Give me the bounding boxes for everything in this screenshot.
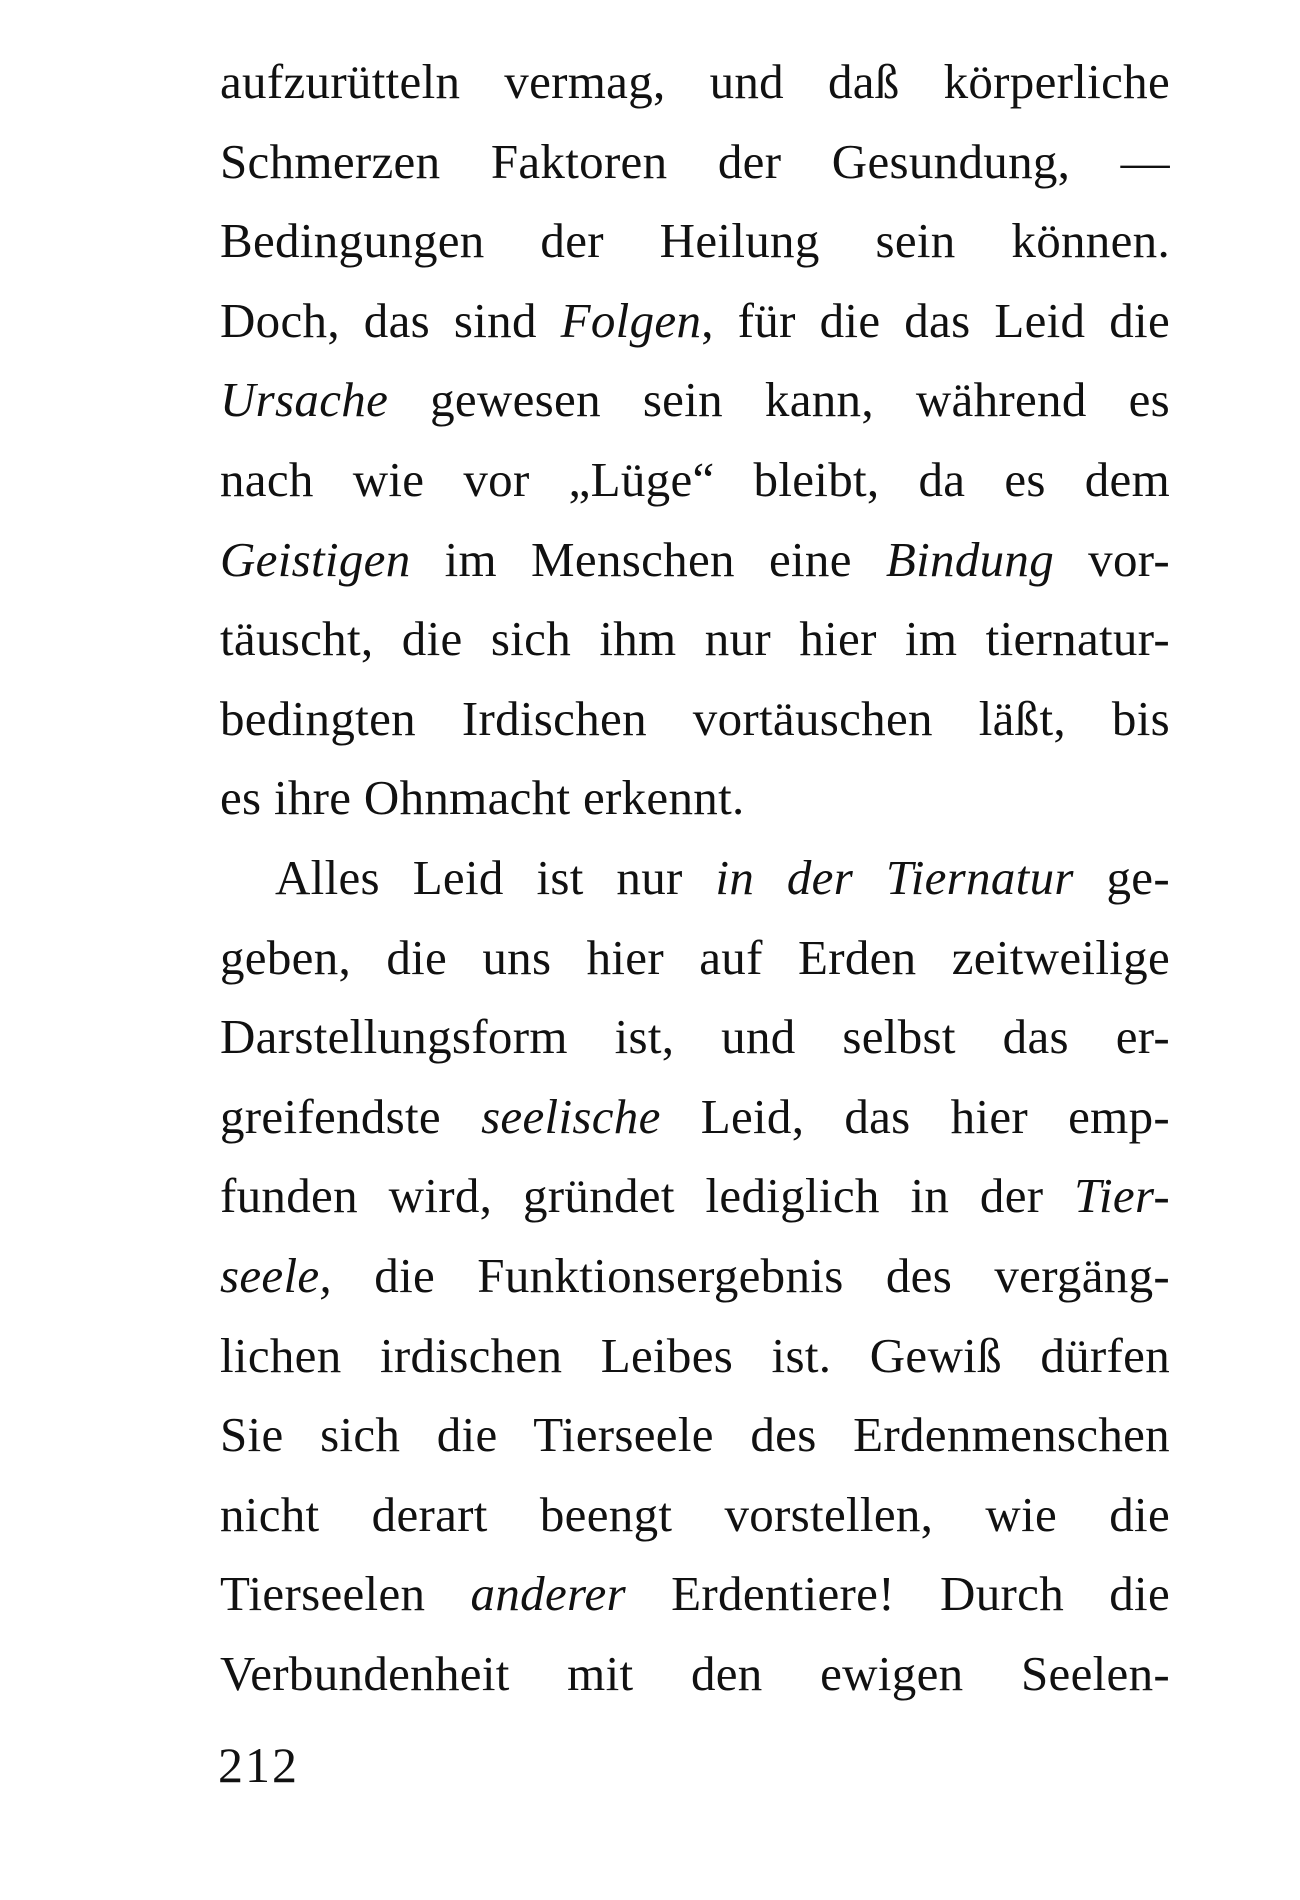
text-line [220,201,1170,281]
text-line [220,997,1170,1077]
text-run: Bedingungen der Heilung sein können. [220,213,1170,269]
text-line [220,838,1170,918]
italic-emphasis: Ursache [220,372,389,428]
text-run: täuscht, die sich ihm nur hier im tiernatur- [220,611,1170,667]
text-line [220,1156,1170,1236]
text-run: bedingten Irdischen vortäuschen läßt, bis [220,690,1170,746]
text-line [220,122,1170,202]
text-run: Leid, das hier emp- [660,1088,1170,1144]
italic-emphasis: Bindung [885,531,1055,587]
text-run: aufzurütteln vermag, und daß körperliche [220,54,1170,109]
text-run: Verbundenheit mit den ewigen Seelen- [220,1645,1170,1701]
text-run: es ihre Ohnmacht erkennt. [220,770,745,826]
italic-emphasis: seele, [220,1247,332,1303]
text-line [220,758,1170,838]
italic-emphasis: Tier- [1074,1168,1170,1224]
text-run: vor- [1054,531,1170,587]
text-run: geben, die uns hier auf Erden zeitweilige [220,929,1170,985]
text-line [220,42,1170,122]
paragraph [220,838,1170,1714]
text-run: Schmerzen Faktoren der Gesundung, — [220,133,1170,189]
text-line [220,1077,1170,1157]
text-run: nach wie vor „Lüge“ bleibt, da es dem [220,451,1170,507]
text-line [220,918,1170,998]
italic-emphasis: anderer [470,1566,626,1622]
text-run: im Menschen eine [410,531,886,587]
text-line [220,1475,1170,1555]
text-line [220,599,1170,679]
paragraph [220,42,1170,838]
text-run: Doch, das sind [220,292,561,348]
italic-emphasis: Geistigen [220,531,411,587]
italic-emphasis: in der Tiernatur [715,849,1074,905]
text-run: Alles Leid ist nur [275,849,716,905]
page-number: 212 [218,1737,299,1793]
text-line [220,1395,1170,1475]
text-run: Darstellungsform ist, und selbst das er- [220,1009,1170,1065]
text-run: , für die das Leid die [701,292,1170,348]
text-line [220,1316,1170,1396]
text-line [220,440,1170,520]
text-line [220,679,1170,759]
text-run: funden wird, gründet lediglich in der [220,1168,1075,1224]
text-run: ge- [1073,849,1170,905]
italic-emphasis: Folgen [560,292,702,348]
text-run: Sie sich die Tierseele des Erdenmenschen [220,1407,1170,1463]
text-run: nicht derart beengt vorstellen, wie die [220,1486,1170,1542]
text-line [220,1554,1170,1634]
text-run: Tierseelen [220,1566,471,1622]
text-run: Erdentiere! Durch die [625,1566,1170,1622]
text-line [220,520,1170,600]
text-line [220,281,1170,361]
text-line [220,1634,1170,1714]
text-run: greifendste [220,1088,482,1144]
text-line [220,1236,1170,1316]
text-run: lichen irdischen Leibes ist. Gewiß dürfen [220,1327,1170,1383]
text-line [220,360,1170,440]
italic-emphasis: seelische [481,1088,661,1144]
text-run: die Funktionsergebnis des vergäng- [331,1247,1170,1303]
text-run: gewesen sein kann, während es [388,372,1170,428]
body-text [220,42,1170,1713]
